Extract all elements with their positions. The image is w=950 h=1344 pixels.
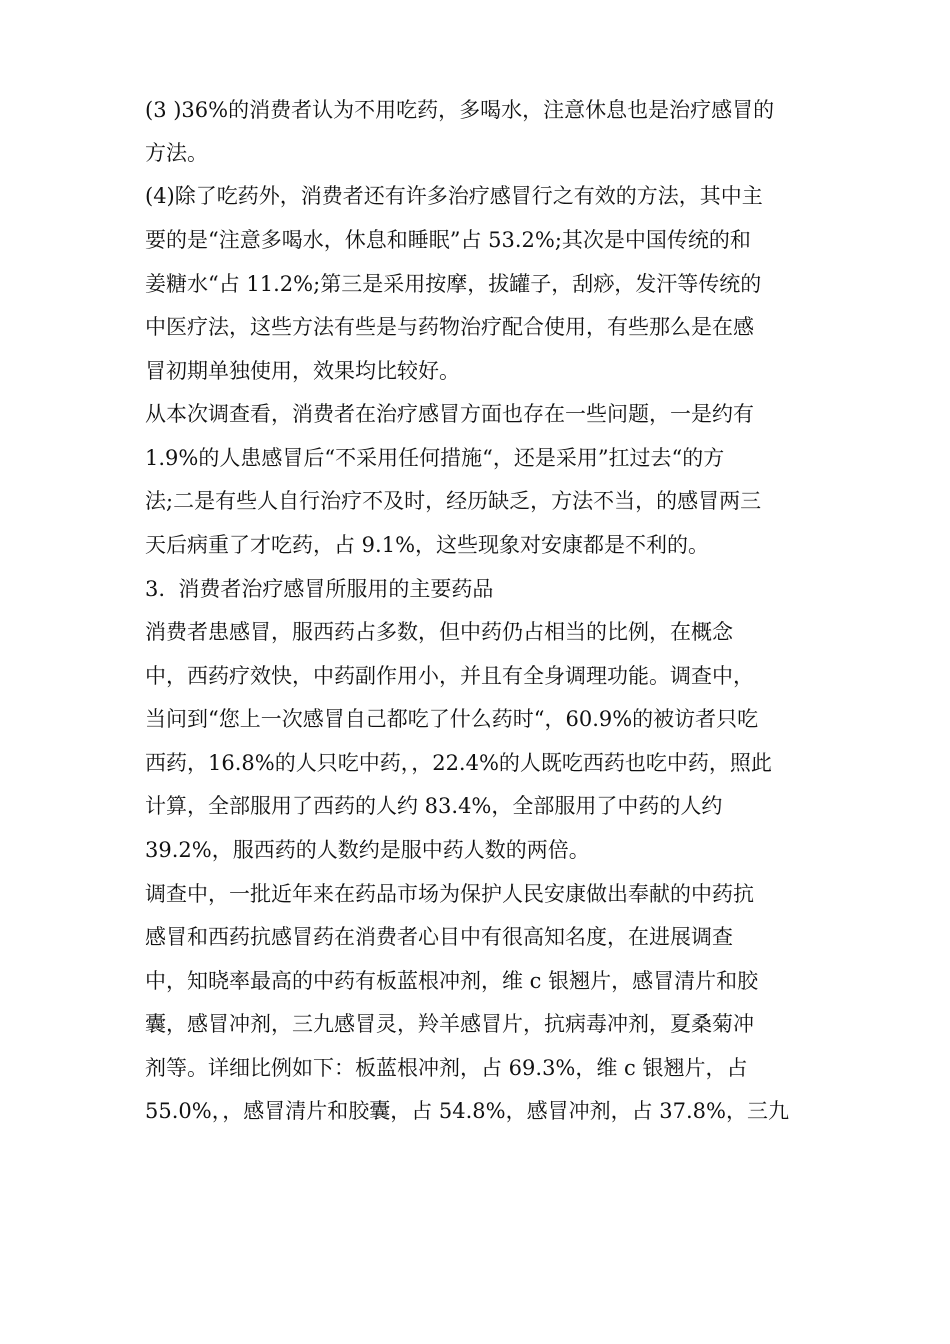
text-line: 剂等。详细比例如下：板蓝根冲剂，占 69.3%，维 c 银翘片，占: [145, 1056, 748, 1080]
text-line: 天后病重了才吃药，占 9.1%，这些现象对安康都是不利的。: [145, 533, 710, 557]
text-line: 方法。: [145, 141, 208, 165]
text-line: 调查中，一批近年来在药品市场为保护人民安康做出奉献的中药抗: [145, 882, 754, 906]
text-line: 中，知晓率最高的中药有板蓝根冲剂，维 c 银翘片，感冒清片和胶: [145, 969, 759, 993]
text-line: (3 )36%的消费者认为不用吃药，多喝水，注意休息也是治疗感冒的: [145, 98, 775, 122]
section-heading: 3. 消费者治疗感冒所服用的主要药品: [145, 577, 494, 601]
text-line: 消费者患感冒，服西药占多数，但中药仍占相当的比例，在概念: [145, 620, 733, 644]
text-line: 感冒和西药抗感冒药在消费者心目中有很高知名度，在进展调查: [145, 925, 733, 949]
text-line: 法;二是有些人自行治疗不及时，经历缺乏，方法不当，的感冒两三: [145, 489, 762, 513]
text-line: 39.2%，服西药的人数约是服中药人数的两倍。: [145, 838, 590, 862]
text-line: 55.0%，，感冒清片和胶囊，占 54.8%，感冒冲剂，占 37.8%，三九: [145, 1099, 789, 1123]
text-line: 中医疗法，这些方法有些是与药物治疗配合使用，有些那么是在感: [145, 315, 754, 339]
text-line: 当问到“您上一次感冒自己都吃了什么药时“，60.9%的被访者只吃: [145, 707, 759, 731]
text-line: 冒初期单独使用，效果均比较好。: [145, 359, 460, 383]
text-line: 计算，全部服用了西药的人约 83.4%，全部服用了中药的人约: [145, 794, 723, 818]
text-line: 要的是“注意多喝水，休息和睡眠”占 53.2%;其次是中国传统的和: [145, 228, 751, 252]
text-line: 囊，感冒冲剂，三九感冒灵，羚羊感冒片，抗病毒冲剂，夏桑菊冲: [145, 1012, 754, 1036]
text-line: 中，西药疗效快，中药副作用小，并且有全身调理功能。调查中，: [145, 664, 754, 688]
text-line: 从本次调查看，消费者在治疗感冒方面也存在一些问题，一是约有: [145, 402, 754, 426]
text-line: 西药，16.8%的人只吃中药，，22.4%的人既吃西药也吃中药，照此: [145, 751, 772, 775]
text-line: 1.9%的人患感冒后“不采用任何措施“，还是采用”扛过去“的方: [145, 446, 725, 470]
text-line: 姜糖水“占 11.2%;第三是采用按摩，拔罐子，刮痧，发汗等传统的: [145, 272, 762, 296]
text-line: (4)除了吃药外，消费者还有许多治疗感冒行之有效的方法，其中主: [145, 184, 763, 208]
